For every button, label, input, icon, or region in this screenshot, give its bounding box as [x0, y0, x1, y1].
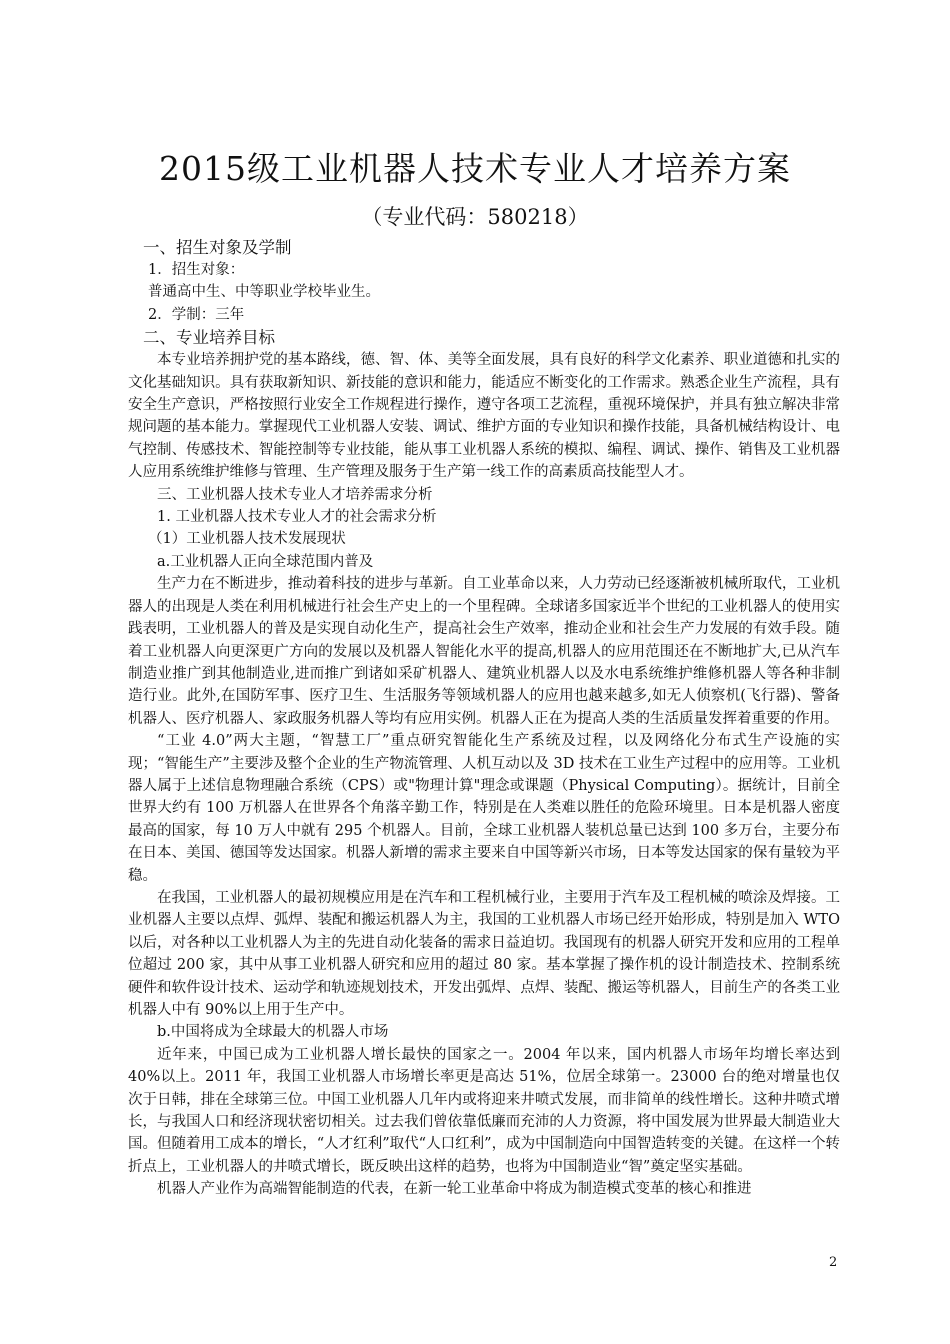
- document-body: [128, 236, 840, 1201]
- subheading: （1）工业机器人技术发展现状: [148, 531, 346, 548]
- paragraph: 本专业培养拥护党的基本路线，德、智、体、美等全面发展，具有良好的科学文化素养、职业道德和扎实的文化基础知识。具有获取新知识、新技能的意识和能力，能适应不断变化的工作需求。熟悉企业生产流程，具有安全生产意识，严格按照行业安全工作规程进行操作，遵守各项工艺流程，重视环境保护，并具有独立解决非常规问题的基本能力。掌握现代工业机器人安装、调试、维护方面的专业知识和操作技能，具备机械结构设计、电气控制、传感技术、智能控制等专业技能，能从事工业机器人系统的模拟、编程、调试、操作、销售及工业机器人应用系统维护维修与管理、生产管理及服务于生产第一线工作的高素质高技能型人才。: [128, 352, 840, 481]
- paragraph: 普通高中生、中等职业学校毕业生。: [148, 284, 380, 301]
- section-heading: 二、专业培养目标: [143, 328, 275, 348]
- subheading: 2．学制：三年: [148, 306, 245, 323]
- paragraph: “工业 4.0”两大主题，“智慧工厂”重点研究智能化生产系统及过程，以及网络化分布式生产设施的实现；“智能生产”主要涉及整个企业的生产物流管理、人机互动以及 3D 技术在工业生产过程中的应用等。工业机器人属于上述信息物理融合系统（CPS）或"物理计算"理念或课题（Physical Computing）。据统计，目前全世界大约有 100 万机器人在世界各个角落辛勤工作，特别是在人类难以胜任的危险环境里。日本是机器人密度最高的国家，每 10 万人中就有 295 个机器人。目前，全球工业机器人装机总量已达到 100 多万台，主要分布在日本、美国、德国等发达国家。机器人新增的需求主要来自中国等新兴市场，日本等发达国家的保有量较为平稳。: [128, 733, 840, 884]
- document-title: 2015级工业机器人技术专业人才培养方案: [159, 149, 791, 188]
- paragraph: 在我国，工业机器人的最初规模应用是在汽车和工程机械行业，主要用于汽车及工程机械的喷涂及焊接。工业机器人主要以点焊、弧焊、装配和搬运机器人为主，我国的工业机器人市场已经开始形成，特别是加入 WTO 以后，对各种以工业机器人为主的先进自动化装备的需求日益迫切。我国现有的机器人研究开发和应用的工程单位超过 200 家，其中从事工业机器人研究和应用的超过 80 家。基本掌握了操作机的设计制造技术、控制系统硬件和软件设计技术、运动学和轨迹规划技术，开发出弧焊、点焊、装配、搬运等机器人，目前生产的各类工业机器人中有 90%以上用于生产中。: [128, 889, 840, 1018]
- subheading: 1．招生对象：: [148, 262, 245, 278]
- paragraph: 机器人产业作为高端智能制造的代表，在新一轮工业革命中将成为制造模式变革的核心和推进: [157, 1181, 752, 1198]
- paragraph: 生产力在不断进步，推动着科技的进步与革新。自工业革命以来，人力劳动已经逐渐被机械所取代，工业机器人的出现是人类在利用机械进行社会生产史上的一个里程碑。全球诸多国家近半个世纪的工业机器人的使用实践表明，工业机器人的普及是实现自动化生产，提高社会生产效率，推动企业和社会生产力发展的有效手段。随着工业机器人向更深更广方向的发展以及机器人智能化水平的提高,机器人的应用范围还在不断地扩大,已从汽车制造业推广到其他制造业,进而推广到诸如采矿机器人、建筑业机器人以及水电系统维护维修机器人等各种非制造行业。此外,在国防军事、医疗卫生、生活服务等领域机器人的应用也越来越多,如无人侦察机(飞行器)、警备机器人、医疗机器人、家政服务机器人等均有应用实例。机器人正在为提高人类的生活质量发挥着重要的作用。: [128, 576, 840, 727]
- document-subtitle: （专业代码：580218）: [361, 205, 589, 229]
- section-heading: 三、工业机器人技术专业人才培养需求分析: [157, 486, 433, 503]
- page-number: 2: [829, 1255, 838, 1270]
- subheading: a.工业机器人正向全球范围内普及: [157, 553, 374, 570]
- subheading: 1. 工业机器人技术专业人才的社会需求分析: [157, 509, 437, 526]
- subheading: b.中国将成为全球最大的机器人市场: [157, 1024, 389, 1041]
- section-heading: 一、招生对象及学制: [143, 238, 292, 257]
- paragraph: 近年来，中国已成为工业机器人增长最快的国家之一。2004 年以来，国内机器人市场年均增长率达到 40%以上。2011 年，我国工业机器人市场增长率更是高达 51%，位居全球第一。23000 台的绝对增量也仅次于日韩，排在全球第三位。中国工业机器人几年内或将迎来井喷式发展，而非简单的线性增长。这种井喷式增长，与我国人口和经济现状密切相关。过去我们曾依靠低廉而充沛的人力资源，将中国发展为世界最大制造业大国。但随着用工成本的增长，“人才红利”取代“人口红利”，成为中国制造向中国智造转变的关键。在这样一个转折点上，工业机器人的井喷式增长，既反映出这样的趋势，也将为中国制造业“智”奠定坚实基础。: [128, 1046, 840, 1175]
